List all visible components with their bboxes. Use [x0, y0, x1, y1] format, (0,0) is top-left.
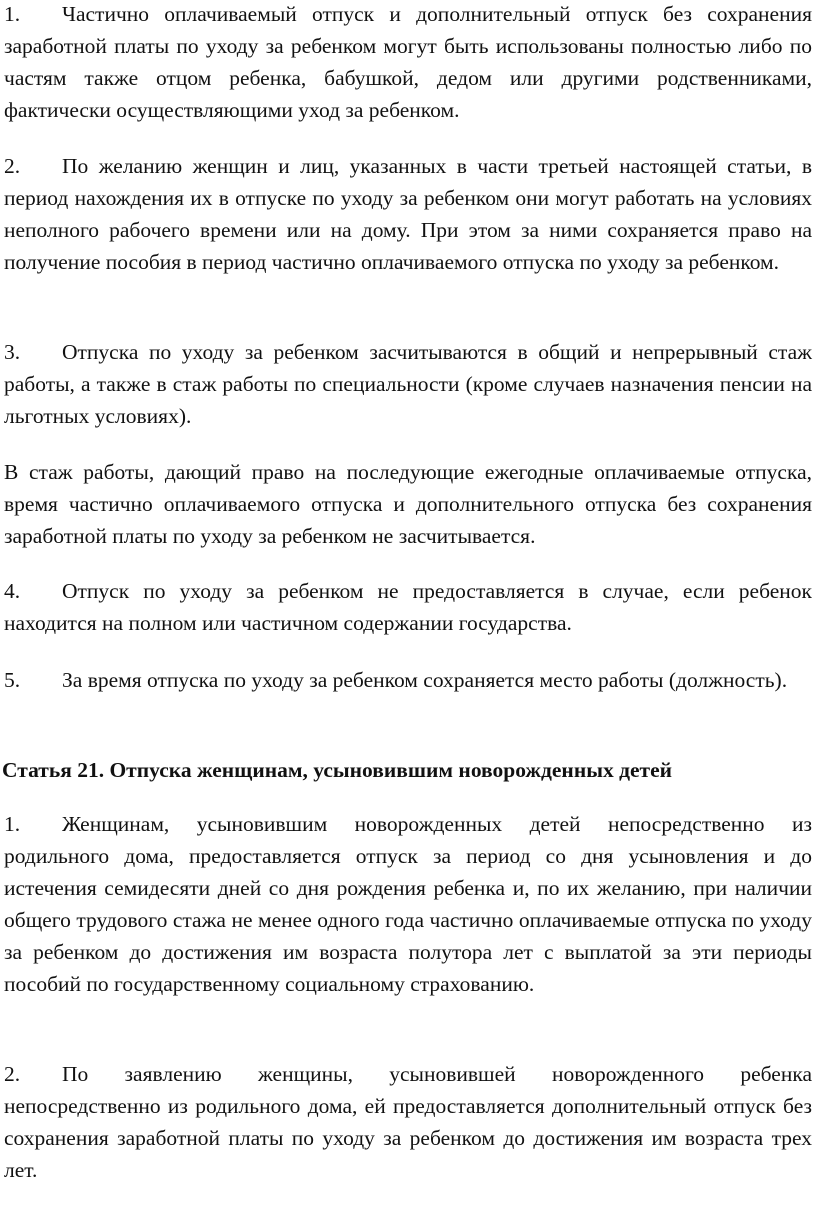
- article-paragraph-1: [0, 808, 816, 1000]
- paragraph-number: 2.: [4, 154, 21, 178]
- paragraph-text: Отпуска по уходу за ребенком засчитываются в общий и непрерывный стаж работы, а также в стаж работы по специальности (кроме случаев назначения пенсии на льготных условиях).: [4, 340, 812, 428]
- paragraph-text: По желанию женщин и лиц, указанных в части третьей настоящей статьи, в период нахождения их в отпуске по уходу за ребенком они могут работать на условиях неполного рабочего времени или на дому. При этом за ними сохраняется право на получение пособия в период частично оплачиваемого отпуска по уходу за ребенком.: [4, 154, 812, 274]
- paragraph-number: 3.: [4, 340, 21, 364]
- paragraph-text: Отпуск по уходу за ребенком не предоставляется в случае, если ребенок находится на полном или частичном содержании государства.: [4, 579, 812, 635]
- paragraph-text: За время отпуска по уходу за ребенком сохраняется место работы (должность).: [62, 668, 788, 692]
- paragraph-text: Женщинам, усыновившим новорожденных детей непосредственно из родильного дома, предоставляется отпуск за период со дня усыновления и до истечения семидесяти дней со дня рождения ребенка и, по их желанию, при наличии общего трудового стажа не менее одного года частично оплачиваемые отпуска по уходу за ребенком до достижения им возраста полутора лет с выплатой за эти периоды пособий по государственному социальному страхованию.: [4, 812, 812, 996]
- paragraph-1: [0, 0, 816, 126]
- paragraph-text: По заявлению женщины, усыновившей новорожденного ребенка непосредственно из родильного дома, ей предоставляется дополнительный отпуск без сохранения заработной платы по уходу за ребенком до достижения им возраста трех лет.: [4, 1062, 812, 1182]
- paragraph-number: 1.: [4, 2, 21, 26]
- paragraph-2: [0, 150, 816, 278]
- paragraph-5: [0, 664, 816, 696]
- paragraph-4: [0, 575, 816, 639]
- paragraph-number: 1.: [4, 812, 21, 836]
- paragraph-number: 4.: [4, 579, 21, 603]
- paragraph-number: 5.: [4, 668, 21, 692]
- article-heading: Статья 21. Отпуска женщинам, усыновившим новорожденных детей: [2, 758, 673, 782]
- unnumbered-paragraph: В стаж работы, дающий право на последующие ежегодные оплачиваемые отпуска, время частично оплачиваемого отпуска и дополнительного отпуска без сохранения заработной платы по уходу за ребенком не засчитывается.: [4, 460, 812, 548]
- paragraph-number: 2.: [4, 1062, 21, 1086]
- paragraph-text: Частично оплачиваемый отпуск и дополнительный отпуск без сохранения заработной платы по уходу за ребенком могут быть использованы полностью либо по частям также отцом ребенка, бабушкой, дедом или другими родственниками, фактически осуществляющими уход за ребенком.: [4, 2, 812, 122]
- paragraph-3: [0, 336, 816, 432]
- article-paragraph-2: [0, 1058, 816, 1186]
